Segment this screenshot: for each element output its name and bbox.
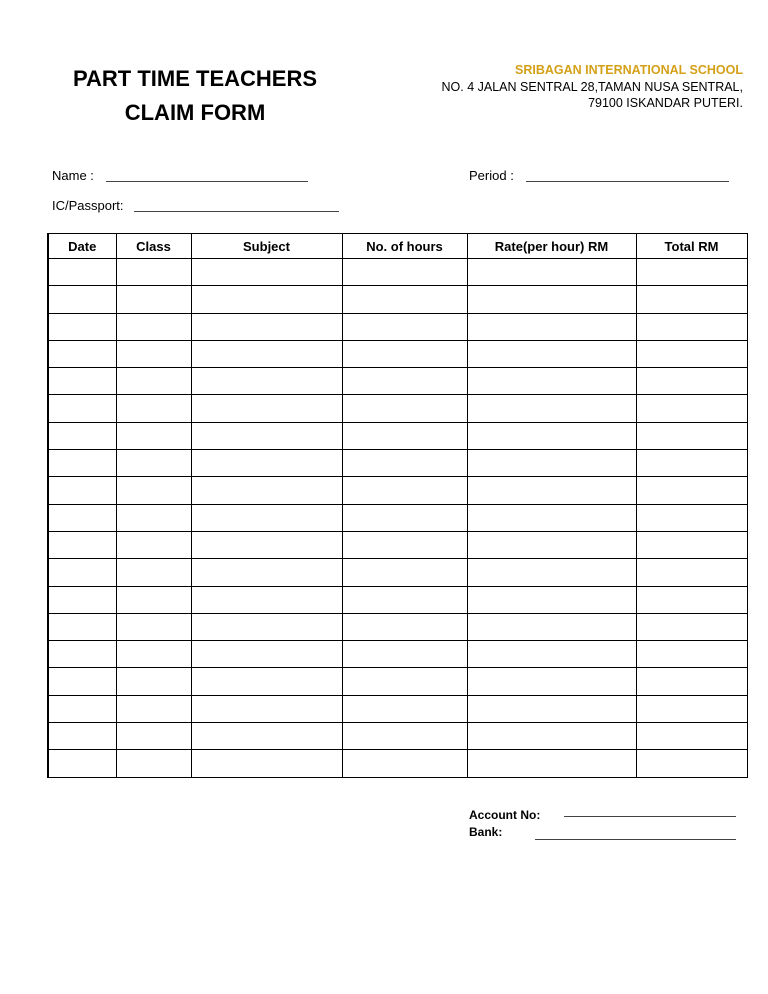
- cell-subject[interactable]: [191, 340, 342, 367]
- cell-rate[interactable]: [467, 504, 636, 531]
- cell-subject[interactable]: [191, 504, 342, 531]
- table-row: [48, 586, 747, 613]
- table-row: [48, 477, 747, 504]
- cell-hours[interactable]: [342, 504, 467, 531]
- column-header-date: Date: [48, 234, 116, 259]
- cell-total[interactable]: [636, 477, 747, 504]
- cell-class[interactable]: [116, 613, 191, 640]
- cell-class[interactable]: [116, 313, 191, 340]
- cell-class[interactable]: [116, 723, 191, 750]
- table-row: [48, 395, 747, 422]
- cell-hours[interactable]: [342, 395, 467, 422]
- cell-total[interactable]: [636, 668, 747, 695]
- column-header-total: Total RM: [636, 234, 747, 259]
- cell-subject[interactable]: [191, 477, 342, 504]
- cell-rate[interactable]: [467, 395, 636, 422]
- table-row: [48, 668, 747, 695]
- table-row: [48, 695, 747, 722]
- cell-total[interactable]: [636, 695, 747, 722]
- cell-total[interactable]: [636, 504, 747, 531]
- cell-subject[interactable]: [191, 395, 342, 422]
- cell-total[interactable]: [636, 422, 747, 449]
- cell-rate[interactable]: [467, 586, 636, 613]
- cell-total[interactable]: [636, 340, 747, 367]
- cell-total[interactable]: [636, 313, 747, 340]
- cell-total[interactable]: [636, 368, 747, 395]
- cell-class[interactable]: [116, 368, 191, 395]
- cell-date[interactable]: [48, 613, 116, 640]
- table-row: [48, 422, 747, 449]
- cell-date[interactable]: [48, 340, 116, 367]
- name-input-line[interactable]: [106, 181, 308, 182]
- cell-rate[interactable]: [467, 368, 636, 395]
- cell-date[interactable]: [48, 395, 116, 422]
- cell-date[interactable]: [48, 641, 116, 668]
- column-header-hours: No. of hours: [342, 234, 467, 259]
- bank-input-line[interactable]: [535, 829, 736, 840]
- cell-class[interactable]: [116, 641, 191, 668]
- table-row: [48, 504, 747, 531]
- account-no-label: Account No:: [469, 808, 541, 822]
- cell-class[interactable]: [116, 422, 191, 449]
- cell-total[interactable]: [636, 450, 747, 477]
- school-address-line-1: NO. 4 JALAN SENTRAL 28,TAMAN NUSA SENTRAL,: [441, 79, 743, 94]
- account-no-input-line[interactable]: [564, 806, 736, 817]
- table-header-row: [48, 234, 747, 259]
- cell-date[interactable]: [48, 477, 116, 504]
- cell-subject[interactable]: [191, 531, 342, 558]
- cell-date[interactable]: [48, 259, 116, 286]
- cell-hours[interactable]: [342, 422, 467, 449]
- column-header-rate: Rate(per hour) RM: [467, 234, 636, 259]
- cell-date[interactable]: [48, 504, 116, 531]
- column-header-subject: Subject: [191, 234, 342, 259]
- claim-table: [47, 233, 748, 778]
- cell-hours[interactable]: [342, 723, 467, 750]
- cell-subject[interactable]: [191, 668, 342, 695]
- cell-total[interactable]: [636, 586, 747, 613]
- cell-hours[interactable]: [342, 259, 467, 286]
- cell-hours[interactable]: [342, 668, 467, 695]
- school-header: [442, 62, 743, 112]
- school-address-line-2: 79100 ISKANDAR PUTERI.: [588, 96, 743, 110]
- cell-date[interactable]: [48, 286, 116, 313]
- table-row: [48, 340, 747, 367]
- cell-class[interactable]: [116, 286, 191, 313]
- table-row: [48, 723, 747, 750]
- name-label: Name :: [52, 168, 94, 183]
- cell-class[interactable]: [116, 477, 191, 504]
- table-row: [48, 313, 747, 340]
- cell-hours[interactable]: [342, 586, 467, 613]
- table-row: [48, 450, 747, 477]
- cell-hours[interactable]: [342, 613, 467, 640]
- bank-label: Bank:: [469, 825, 503, 839]
- cell-hours[interactable]: [342, 450, 467, 477]
- cell-date[interactable]: [48, 695, 116, 722]
- cell-hours[interactable]: [342, 340, 467, 367]
- cell-total[interactable]: [636, 723, 747, 750]
- cell-subject[interactable]: [191, 586, 342, 613]
- cell-class[interactable]: [116, 340, 191, 367]
- period-input-line[interactable]: [526, 181, 729, 182]
- cell-total[interactable]: [636, 559, 747, 586]
- table-row: [48, 613, 747, 640]
- cell-total[interactable]: [636, 395, 747, 422]
- cell-class[interactable]: [116, 750, 191, 777]
- cell-hours[interactable]: [342, 477, 467, 504]
- cell-class[interactable]: [116, 668, 191, 695]
- cell-rate[interactable]: [467, 559, 636, 586]
- cell-rate[interactable]: [467, 641, 636, 668]
- cell-rate[interactable]: [467, 340, 636, 367]
- cell-subject[interactable]: [191, 613, 342, 640]
- ic-passport-input-line[interactable]: [134, 211, 339, 212]
- cell-class[interactable]: [116, 531, 191, 558]
- cell-rate[interactable]: [467, 286, 636, 313]
- cell-rate[interactable]: [467, 723, 636, 750]
- cell-subject[interactable]: [191, 750, 342, 777]
- school-name: SRIBAGAN INTERNATIONAL SCHOOL: [514, 63, 743, 77]
- cell-rate[interactable]: [467, 259, 636, 286]
- claim-table-body: [48, 259, 747, 778]
- cell-rate[interactable]: [467, 695, 636, 722]
- cell-subject[interactable]: [191, 368, 342, 395]
- cell-total[interactable]: [636, 613, 747, 640]
- cell-class[interactable]: [116, 395, 191, 422]
- cell-total[interactable]: [636, 259, 747, 286]
- cell-total[interactable]: [636, 641, 747, 668]
- cell-subject[interactable]: [191, 641, 342, 668]
- cell-date[interactable]: [48, 559, 116, 586]
- cell-class[interactable]: [116, 695, 191, 722]
- cell-rate[interactable]: [467, 668, 636, 695]
- cell-subject[interactable]: [191, 259, 342, 286]
- cell-date[interactable]: [48, 531, 116, 558]
- cell-hours[interactable]: [342, 559, 467, 586]
- cell-rate[interactable]: [467, 422, 636, 449]
- cell-date[interactable]: [48, 586, 116, 613]
- cell-total[interactable]: [636, 286, 747, 313]
- cell-class[interactable]: [116, 559, 191, 586]
- cell-class[interactable]: [116, 450, 191, 477]
- cell-rate[interactable]: [467, 450, 636, 477]
- cell-class[interactable]: [116, 504, 191, 531]
- cell-hours[interactable]: [342, 286, 467, 313]
- column-header-class: Class: [116, 234, 191, 259]
- cell-subject[interactable]: [191, 286, 342, 313]
- cell-subject[interactable]: [191, 450, 342, 477]
- form-title-line-2: CLAIM FORM: [124, 100, 266, 125]
- cell-date[interactable]: [48, 313, 116, 340]
- cell-hours[interactable]: [342, 695, 467, 722]
- table-row: [48, 286, 747, 313]
- cell-total[interactable]: [636, 531, 747, 558]
- cell-hours[interactable]: [342, 313, 467, 340]
- cell-rate[interactable]: [467, 477, 636, 504]
- cell-date[interactable]: [48, 668, 116, 695]
- cell-subject[interactable]: [191, 559, 342, 586]
- cell-hours[interactable]: [342, 641, 467, 668]
- cell-date[interactable]: [48, 450, 116, 477]
- cell-class[interactable]: [116, 259, 191, 286]
- cell-date[interactable]: [48, 422, 116, 449]
- table-row: [48, 750, 747, 777]
- cell-hours[interactable]: [342, 368, 467, 395]
- cell-subject[interactable]: [191, 313, 342, 340]
- period-label: Period :: [469, 168, 514, 183]
- form-title-line-1: PART TIME TEACHERS: [72, 66, 318, 91]
- form-title: [40, 62, 350, 130]
- cell-hours[interactable]: [342, 750, 467, 777]
- table-row: [48, 641, 747, 668]
- cell-hours[interactable]: [342, 531, 467, 558]
- cell-rate[interactable]: [467, 613, 636, 640]
- ic-passport-label: IC/Passport:: [52, 198, 124, 213]
- cell-subject[interactable]: [191, 695, 342, 722]
- cell-date[interactable]: [48, 723, 116, 750]
- cell-date[interactable]: [48, 368, 116, 395]
- cell-class[interactable]: [116, 586, 191, 613]
- cell-total[interactable]: [636, 750, 747, 777]
- table-row: [48, 559, 747, 586]
- table-row: [48, 531, 747, 558]
- cell-rate[interactable]: [467, 313, 636, 340]
- cell-subject[interactable]: [191, 723, 342, 750]
- table-row: [48, 259, 747, 286]
- cell-subject[interactable]: [191, 422, 342, 449]
- cell-rate[interactable]: [467, 750, 636, 777]
- cell-date[interactable]: [48, 750, 116, 777]
- table-row: [48, 368, 747, 395]
- cell-rate[interactable]: [467, 531, 636, 558]
